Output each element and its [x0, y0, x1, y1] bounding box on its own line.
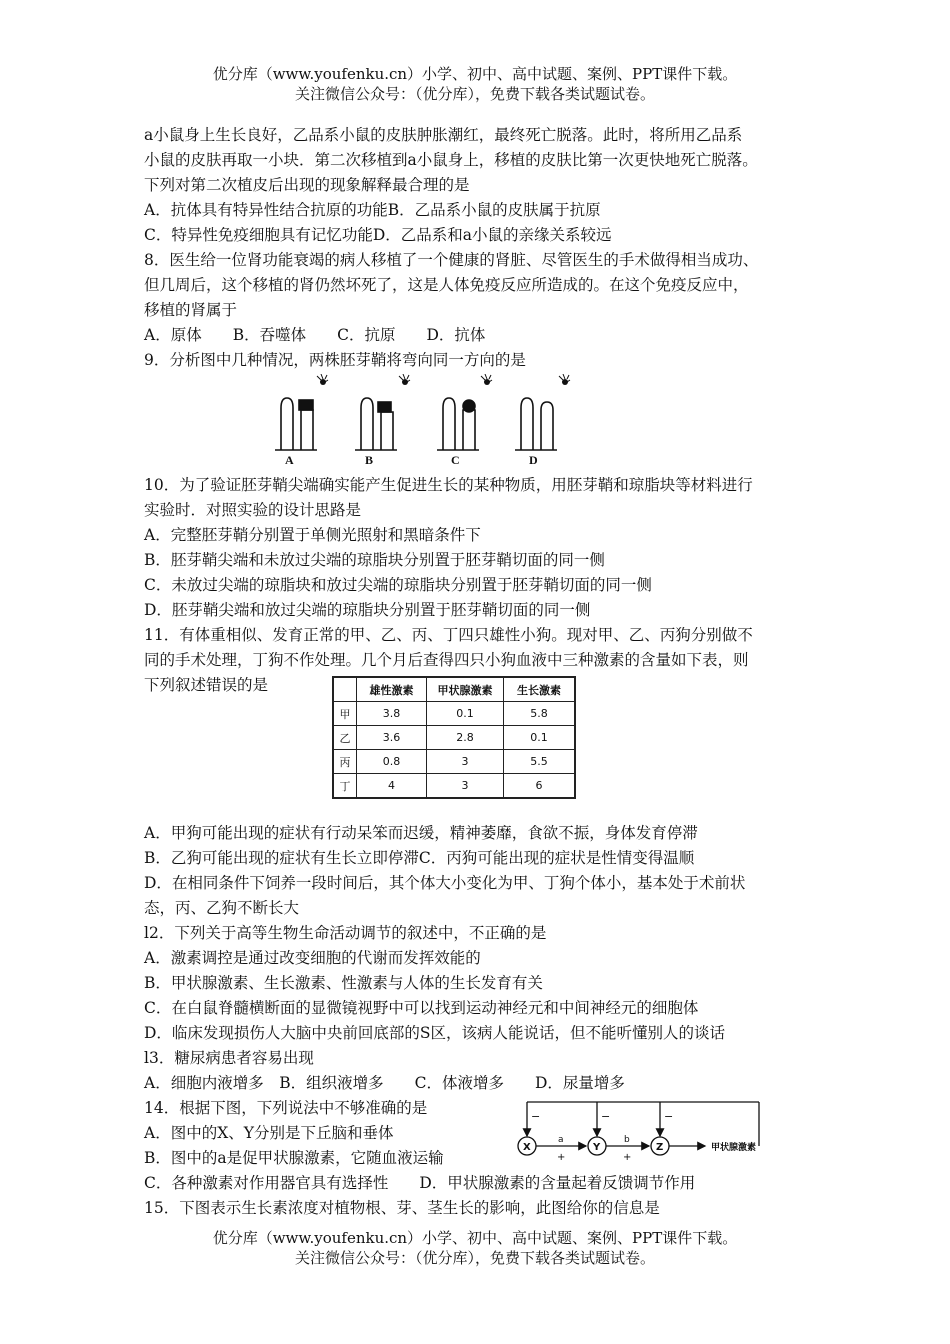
table-cell: 3 — [427, 774, 504, 799]
q7-line-3: 下列对第二次植皮后出现的现象解释最合理的是 — [144, 176, 470, 194]
q10-option-a: A．完整胚芽鞘分别置于单侧光照射和黑暗条件下 — [144, 526, 481, 544]
footer-line-2: 关注微信公众号：（优分库），免费下载各类试题试卷。 — [294, 1249, 655, 1267]
q9-stem: 9．分析图中几种情况，两株胚芽鞘将弯向同一方向的是 — [144, 351, 526, 369]
minus-sign: − — [601, 1110, 611, 1123]
light-source-icon — [481, 374, 492, 385]
q13-options: A．细胞内液增多 B．组织液增多 C．体液增多 D．尿量增多 — [144, 1074, 625, 1092]
table-cell: 3.6 — [357, 726, 427, 750]
q10-option-d: D．胚芽鞘尖端和放过尖端的琼脂块分别置于胚芽鞘切面的同一侧 — [144, 601, 591, 619]
plus-sign: + — [557, 1152, 566, 1163]
q7-line-2: 小鼠的皮肤再取一小块．第二次移植到a小鼠身上，移植的皮肤比第一次更快地死亡脱落。 — [144, 151, 758, 169]
header-line-1: 优分库（www.youfenku.cn）小学、初中、高中试题、案例、PPT课件下载。 — [212, 65, 738, 83]
table-cell: 6 — [504, 774, 576, 799]
label-b: b — [624, 1135, 630, 1145]
q8-options: A．原体 B．吞噬体 C．抗原 D．抗体 — [144, 326, 486, 344]
table-row — [333, 702, 575, 726]
header-line-2: 关注微信公众号：（优分库），免费下载各类试题试卷。 — [294, 85, 655, 103]
q13-stem: l3．糖尿病患者容易出现 — [144, 1049, 314, 1067]
q7-option-ab: A．抗体具有特异性结合抗原的功能B．乙品系小鼠的皮肤属于抗原 — [144, 201, 601, 219]
table-cell: 0.1 — [504, 726, 576, 750]
q12-stem: l2．下列关于高等生物生命活动调节的叙述中，不正确的是 — [144, 924, 547, 942]
figure-label-a: A — [285, 453, 294, 467]
coleoptile-pair-d — [515, 374, 570, 450]
q8-line-2: 但几周后，这个移植的肾仍然坏死了，这是人体免疫反应所造成的。在这个免疫反应中， — [144, 276, 749, 294]
light-source-icon — [399, 374, 410, 385]
table-header-corner — [333, 677, 357, 702]
table-cell: 甲 — [333, 702, 357, 726]
label-z: Z — [656, 1142, 664, 1153]
q7-option-cd: C．特异性免疫细胞具有记忆功能D．乙品系和a小鼠的亲缘关系较远 — [144, 226, 612, 244]
q11-line-3: 下列叙述错误的是 — [144, 676, 269, 694]
q14-option-b: B．图中的a是促甲状腺激素，它随血液运输 — [144, 1149, 444, 1167]
table-cell: 3 — [427, 750, 504, 774]
q12-option-a: A．激素调控是通过改变细胞的代谢而发挥效能的 — [144, 949, 481, 967]
light-source-icon — [317, 374, 328, 385]
q12-option-c: C．在白鼠脊髓横断面的显微镜视野中可以找到运动神经元和中间神经元的细胞体 — [144, 999, 699, 1017]
coleoptile-pair-a — [275, 374, 328, 450]
q14-option-cd: C．各种激素对作用器官具有选择性 D．甲状腺激素的含量起着反馈调节作用 — [144, 1174, 696, 1192]
table-cell: 0.8 — [357, 750, 427, 774]
q8-line-3: 移植的肾属于 — [144, 301, 238, 319]
plus-sign: + — [623, 1152, 632, 1163]
table-row — [333, 774, 575, 799]
q10-option-c: C．未放过尖端的琼脂块和放过尖端的琼脂块分别置于胚芽鞘切面的同一侧 — [144, 576, 652, 594]
table-header: 雄性激素 — [357, 677, 427, 702]
table-cell: 4 — [357, 774, 427, 799]
q10-line-1: 10．为了验证胚芽鞘尖端确实能产生促进生长的某种物质，用胚芽鞘和琼脂块等材料进行 — [144, 476, 753, 494]
q14-stem: 14．根据下图，下列说法中不够准确的是 — [144, 1099, 428, 1117]
table-cell: 3.8 — [357, 702, 427, 726]
label-y: Y — [593, 1142, 601, 1153]
figure-label-c: C — [451, 453, 460, 467]
page-footer — [0, 1228, 950, 1268]
q10-option-b: B．胚芽鞘尖端和未放过尖端的琼脂块分别置于胚芽鞘切面的同一侧 — [144, 551, 605, 569]
q11-option-a: A．甲狗可能出现的症状有行动呆笨而迟缓，精神萎靡，食欲不振，身体发育停滞 — [144, 824, 698, 842]
q11-option-bc: B．乙狗可能出现的症状有生长立即停滞C．丙狗可能出现的症状是性情变得温顺 — [144, 849, 695, 867]
table-row — [333, 726, 575, 750]
label-a: a — [558, 1135, 564, 1145]
minus-sign: − — [664, 1110, 674, 1123]
label-thyroid-hormone: 甲状腺激素 — [711, 1143, 757, 1153]
q11-line-2: 同的手术处理，丁狗不作处理。几个月后查得四只小狗血液中三种激素的含量如下表，则 — [144, 651, 749, 669]
q7-line-1: a小鼠身上生长良好，乙品系小鼠的皮肤肿胀潮红，最终死亡脱落。此时，将所用乙品系 — [144, 126, 743, 144]
footer-line-1: 优分库（www.youfenku.cn）小学、初中、高中试题、案例、PPT课件下载。 — [212, 1229, 738, 1247]
light-source-icon — [559, 374, 570, 385]
table-row — [333, 750, 575, 774]
table-cell: 2.8 — [427, 726, 504, 750]
q14-option-a: A．图中的X、Y分别是下丘脑和垂体 — [144, 1124, 394, 1142]
page-header — [0, 64, 950, 104]
figure-label-d: D — [529, 453, 538, 467]
coleoptile-pair-b — [355, 374, 410, 450]
table-cell: 丁 — [333, 774, 357, 799]
coleoptile-figure — [265, 374, 585, 468]
q15-stem: 15．下图表示生长素浓度对植物根、芽、茎生长的影响，此图给你的信息是 — [144, 1199, 660, 1217]
table-cell: 0.1 — [427, 702, 504, 726]
table-cell: 5.8 — [504, 702, 576, 726]
label-x: X — [523, 1142, 531, 1153]
figure-label-b: B — [365, 453, 374, 467]
q8-line-1: 8．医生给一位肾功能衰竭的病人移植了一个健康的肾脏、尽管医生的手术做得相当成功、 — [144, 251, 759, 269]
table-header: 甲状腺激素 — [427, 677, 504, 702]
q11-option-d-line-1: D．在相同条件下饲养一段时间后，其个体大小变化为甲、丁狗个体小，基本处于术前状 — [144, 874, 746, 892]
table-header: 生长激素 — [504, 677, 576, 702]
q12-option-d: D．临床发现损伤人大脑中央前回底部的S区，该病人能说话，但不能听懂别人的谈话 — [144, 1024, 726, 1042]
q11-line-1: 11．有体重相似、发育正常的甲、乙、丙、丁四只雄性小狗。现对甲、乙、丙狗分别做不 — [144, 626, 753, 644]
minus-sign: − — [531, 1110, 541, 1123]
table-cell: 丙 — [333, 750, 357, 774]
table-cell: 5.5 — [504, 750, 576, 774]
q10-line-2: 实验时．对照实验的设计思路是 — [144, 501, 362, 519]
q12-option-b: B．甲状腺激素、生长激素、性激素与人体的生长发育有关 — [144, 974, 543, 992]
coleoptile-pair-c — [437, 374, 492, 450]
q11-option-d-line-2: 态，丙、乙狗不断长大 — [144, 899, 300, 917]
table-cell: 乙 — [333, 726, 357, 750]
feedback-diagram — [505, 1098, 795, 1166]
hormone-table — [332, 676, 576, 799]
